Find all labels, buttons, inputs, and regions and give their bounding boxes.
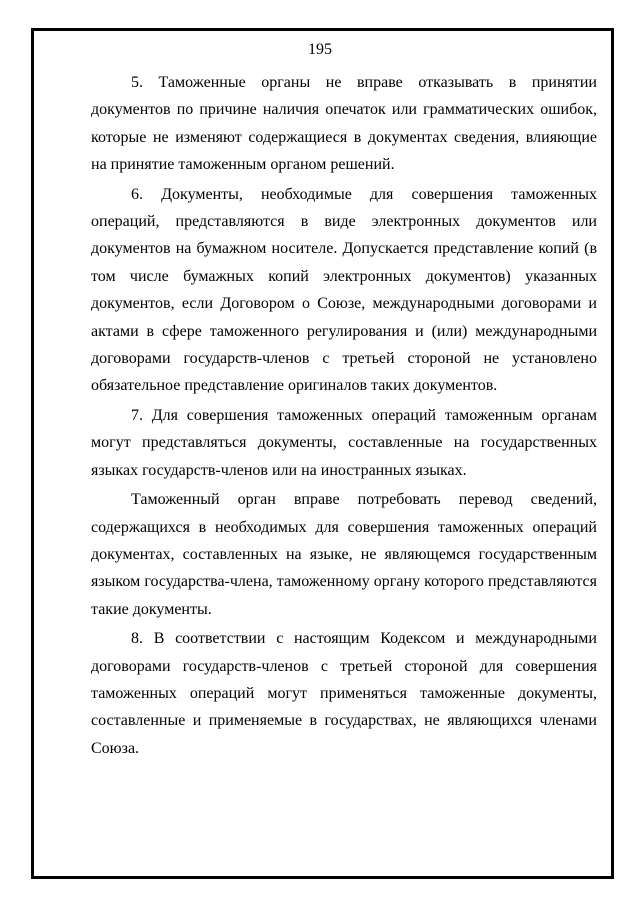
paragraph-item-6: 6. Документы, необходимые для совершения таможенных операций, представляются в виде электронных документов или документов на бумажном носителе. Допускается представление копий (в том числе бумажных копий электронных документов) указанных документов, если Договором о Союзе, международными договорами и актами в сфере таможенного регулирования и (или) международными договорами государств-членов с третьей стороной не установлено обязательное представление оригиналов таких документов. <box>91 185 597 395</box>
paragraph-translation: Таможенный орган вправе потребовать перевод сведений, содержащихся в необходимых для совершения таможенных операций документах, составленных на языке, не являющемся государственным языком государства-члена, таможенному органу которого представляются такие документы. <box>91 491 597 618</box>
page-number: 195 <box>308 41 332 58</box>
paragraph-item-8: 8. В соответствии с настоящим Кодексом и международными договорами государств-членов с третьей стороной для совершения таможенных операций могут применяться таможенные документы, составленные и применяемые в государствах, не являющихся членами Союза. <box>91 630 597 757</box>
paragraph-item-7: 7. Для совершения таможенных операций таможенным органам могут представляться документы, составленные на государственных языках государств-членов или на иностранных языках. <box>91 406 597 479</box>
document-body <box>91 69 597 764</box>
paragraph-item-5: 5. Таможенные органы не вправе отказывать в принятии документов по причине наличия опечаток или грамматических ошибок, которые не изменяют содержащиеся в документах сведения, влияющие на принятие таможенным органом решений. <box>91 74 597 174</box>
